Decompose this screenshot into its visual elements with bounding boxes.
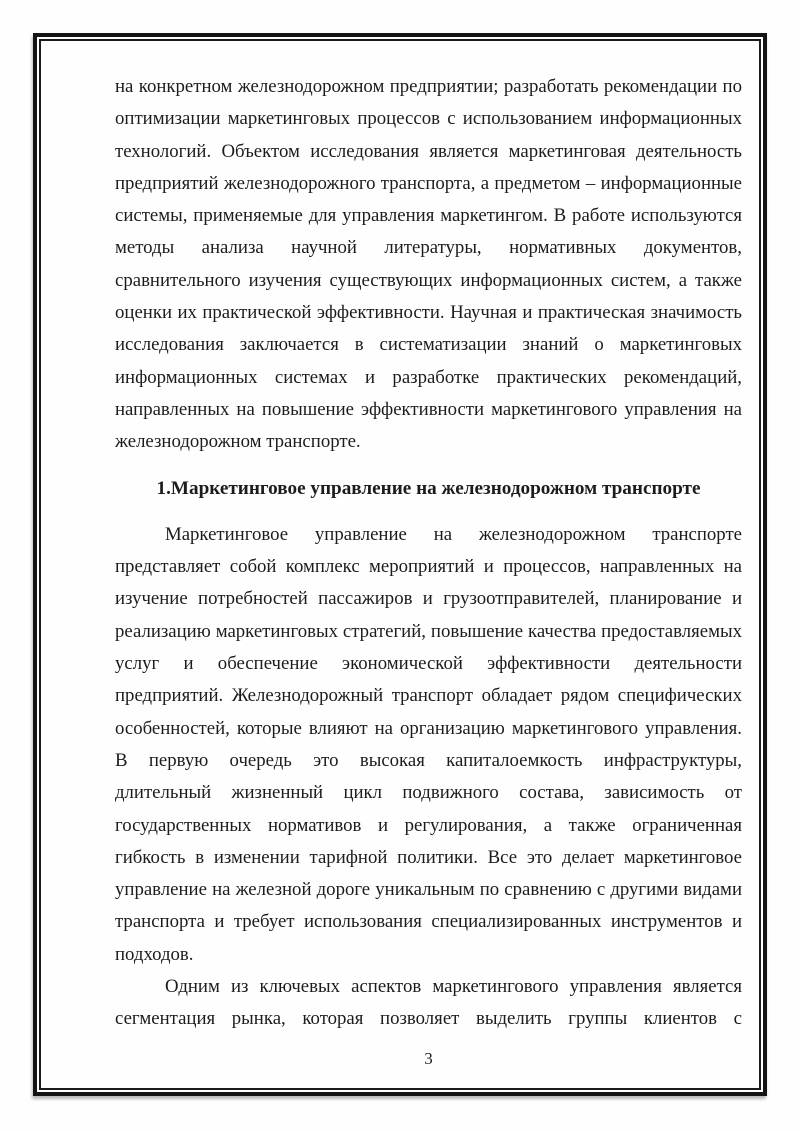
text-line: на конкретном железнодорожном предприятии; разработать рекомендации по bbox=[115, 76, 742, 97]
text-line: транспорта и требует использования специализированных инструментов и bbox=[115, 911, 742, 933]
text-line: управление на железной дороге уникальным по сравнению с другими видами bbox=[115, 879, 742, 901]
text-line: предприятий железнодорожного транспорта, а предметом – информационные bbox=[115, 172, 742, 194]
text-line: технологий. Объектом исследования является маркетинговая деятельность bbox=[115, 140, 742, 162]
text-line: сравнительного изучения существующих информационных систем, а также bbox=[115, 269, 742, 291]
text-line: исследования заключается в систематизации знаний о маркетинговых bbox=[115, 334, 742, 356]
page-border-inner bbox=[39, 39, 761, 1090]
text-line: гибкость в изменении тарифной политики. Все это делает маркетинговое bbox=[115, 846, 742, 868]
text-line: оптимизации маркетинговых процессов с использованием информационных bbox=[115, 108, 742, 130]
text-line: особенностей, которые влияют на организацию маркетингового управления. bbox=[115, 717, 742, 739]
text-line: государственных нормативов и регулирования, а также ограниченная bbox=[115, 814, 742, 836]
paragraph-continuation bbox=[115, 71, 742, 459]
text-line: Маркетинговое управление на железнодорожном транспорте bbox=[165, 523, 742, 545]
text-line: железнодорожном транспорте. bbox=[115, 431, 361, 453]
page-number: 3 bbox=[424, 1048, 433, 1068]
text-line: методы анализа научной литературы, нормативных документов, bbox=[115, 237, 742, 259]
text-line: информационных системах и разработке практических рекомендаций, bbox=[115, 366, 742, 388]
text-line: системы, применяемые для управления маркетингом. В работе используются bbox=[115, 205, 742, 227]
text-line: представляет собой комплекс мероприятий и процессов, направленных на bbox=[115, 556, 742, 578]
page-border-outer bbox=[33, 33, 767, 1096]
paragraph bbox=[115, 971, 742, 1036]
text-line: реализацию маркетинговых стратегий, повышение качества предоставляемых bbox=[115, 620, 742, 642]
text-line: направленных на повышение эффективности маркетингового управления на bbox=[115, 398, 742, 420]
paragraph bbox=[115, 519, 742, 971]
section-heading: 1.Маркетинговое управление на железнодорожном транспорте bbox=[156, 477, 701, 499]
text-line: Одним из ключевых аспектов маркетингового управления является bbox=[165, 976, 742, 998]
text-line: услуг и обеспечение экономической эффективности деятельности bbox=[115, 653, 742, 675]
text-line: длительный жизненный цикл подвижного состава, зависимость от bbox=[115, 782, 742, 804]
text-line: подходов. bbox=[115, 943, 194, 965]
text-line: оценки их практической эффективности. Научная и практическая значимость bbox=[115, 302, 742, 324]
page-body-text bbox=[41, 41, 759, 1088]
text-line: изучение потребностей пассажиров и грузоотправителей, планирование и bbox=[115, 588, 742, 610]
text-line: В первую очередь это высокая капиталоемкость инфраструктуры, bbox=[115, 749, 742, 771]
text-line: предприятий. Железнодорожный транспорт обладает рядом специфических bbox=[115, 685, 742, 707]
text-line: сегментация рынка, которая позволяет выделить группы клиентов с bbox=[115, 1008, 742, 1030]
